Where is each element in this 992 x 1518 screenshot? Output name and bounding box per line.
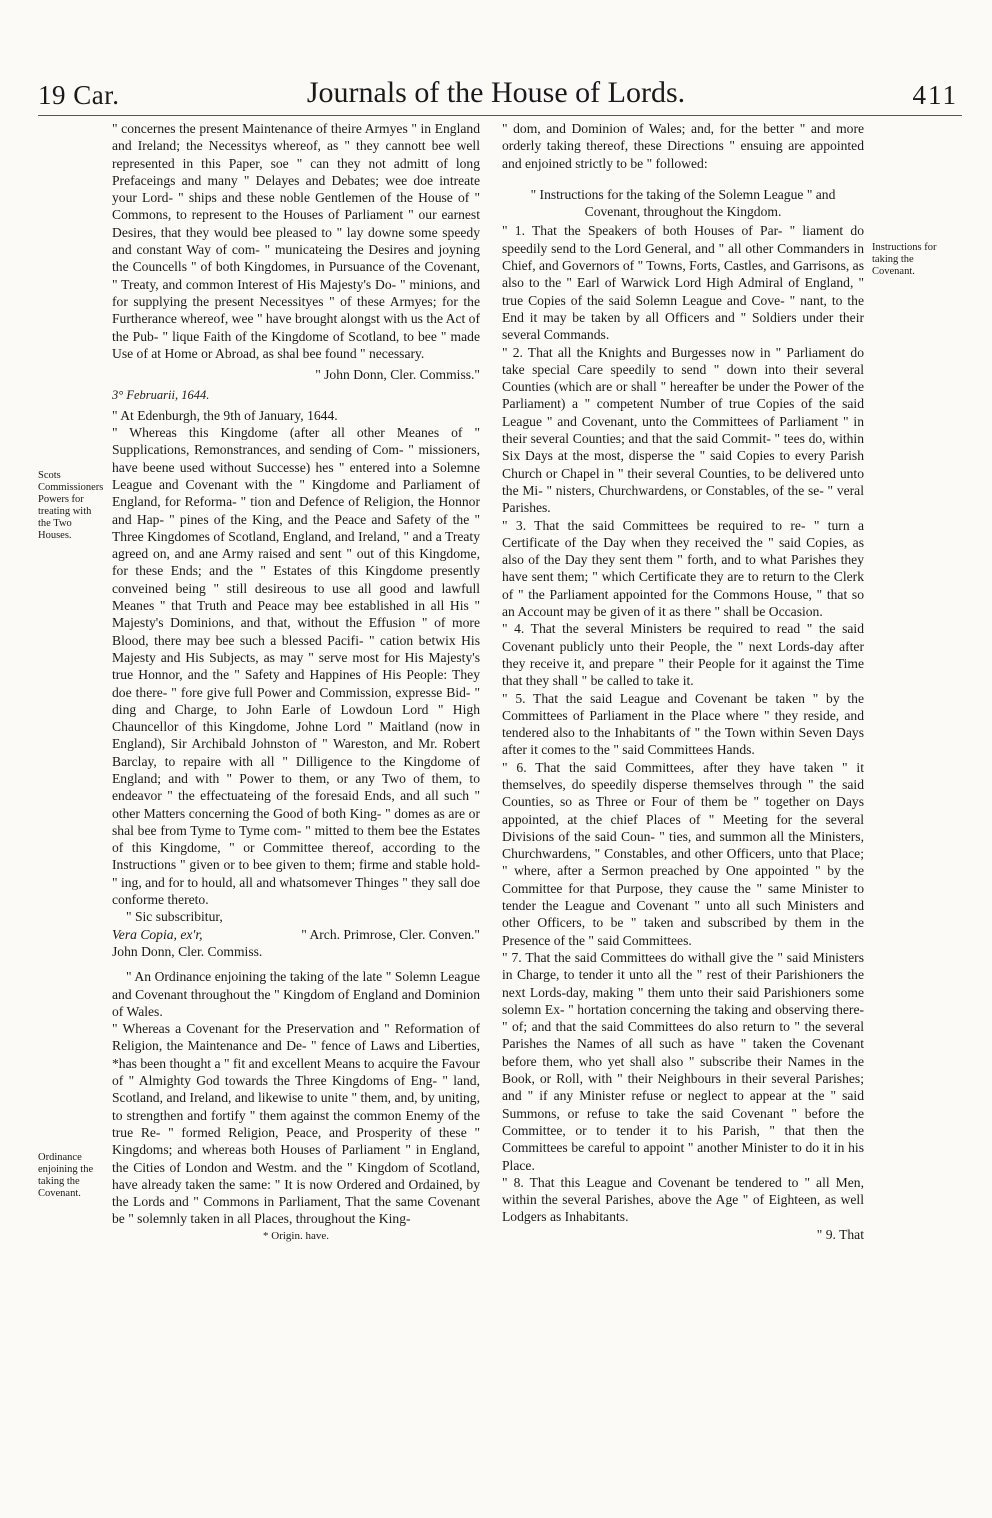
attestation-row [112, 926, 480, 943]
sic-subscribitur: " Sic subscribitur, [126, 909, 223, 925]
instruction-6: " 6. That the said Committees, after they have taken " it themselves, do speedily disperse themselves through " the said Counties, so as Three or Four of them be " together on Days appointed, at the chief Places of " Meeting for the several Divisions of the said Coun- " ties, and summon all the Ministers, Churchwardens, " Constables, and other Officers, unto that Place; " where, after a Sermon preached by One appointed " by the Committee for that Purpose, they cause the " same Minister to tender the League and Covenant " unto all such Ministers and other Officers, to be " taken and subscribed by them in the Presence of the " said Committees. [502, 759, 864, 948]
catchword: " 9. That [816, 1226, 864, 1242]
margin-note-ordinance: Ordinance enjoining the taking the Covenant. [38, 1152, 94, 1199]
page-number: 411 [912, 80, 958, 110]
instruction-4: " 4. That the several Ministers be required to read " the said Covenant publicly unto their People, the " next Lords-day after they receive it, and prepare " their People for it against the Time that they shall " be called to take it. [502, 621, 864, 689]
left-column [112, 120, 480, 1245]
signature: " John Donn, Cler. Commiss." [315, 367, 480, 383]
journal-title: Journals of the House of Lords. [306, 76, 686, 109]
margin-note-scots: Scots Commissioners Powers for treating with the Two Houses. [38, 470, 104, 541]
donn-signature: John Donn, Cler. Commiss. [112, 943, 263, 959]
ordinance-title: " An Ordinance enjoining the taking of the late " Solemn League and Covenant throughout the " Kingdom of England and Dominion of Wales. [112, 969, 480, 1019]
header-rule [38, 115, 962, 116]
instruction-3: " 3. That the said Committees be required to re- " turn a Certificate of the Day when they received the " said Copies, as also of the Day they sent them " forth, and to what Parishes they have sent them; " which Certificate they are to return to the Clerk of " the Parliament appointed for the Commons House, " that so an Account may be given of it as there " shall be Occasion. [502, 517, 864, 620]
date-line: 3° Februarii, 1644. [112, 388, 210, 403]
vera-copia: Vera Copia, ex'r, [112, 926, 203, 942]
instruction-1: " 1. That the Speakers of both Houses of Par- " liament do speedily send to the Lord General, and " all other Commanders in Chief, and Governors of " Towns, Forts, Castles, and Garrisons, as also to the " Earl of Warwick Lord High Admiral of England, " true Copies of the said Solemn League and Cove- " nant, to the End it may be taken by all Officers and " Soldiers under their several Commands. [502, 223, 864, 343]
instruction-8: " 8. That this League and Covenant be tendered to " all Men, within the several Parishes, above the Age " of Eighteen, as well Lodgers as Inhabitants. [502, 1174, 864, 1225]
instruction-5: " 5. That the said League and Covenant be taken " by the Committees of Parliament in the Place where " they reside, and tendered also to the Inhabitants of " the Town within Seven Days after it comes to the " said Committees Hands. [502, 690, 864, 758]
page-header [0, 58, 992, 108]
paragraph: " Whereas a Covenant for the Preservation and " Reformation of Religion, the Maintenance and De- " fence of Laws and Liberties, *has been thought a " fit and excellent Means to acquire the Favour of " Almighty God towards the Three Kingdoms of Eng- " land, Scotland, and Ireland, and likewise to unite " them, and, by uniting, to strengthen and fortify " them against the common Enemy of the true Re- " formed Religion, Peace, and Prosperity of these " Kingdoms; and whereas both Houses of Parliament " in England, the Cities of London and Westm. and the " Kingdom of Scotland, have already taken the same: " It is now Ordered and Ordained, by the Lords and " Commons in Parliament, That the same Covenant be " solemnly taken in all Places, throughout the King- [112, 1021, 480, 1227]
instructions-title: " Instructions for the taking of the Solemn League " and Covenant, throughout the Kingdom. [530, 186, 836, 220]
paragraph: " dom, and Dominion of Wales; and, for the better " and more orderly taking thereof, these Directions " ensuing are appointed and enjoined strictly to be " followed: [502, 121, 864, 171]
primrose-signature: " Arch. Primrose, Cler. Conven." [301, 926, 480, 942]
place-line: " At Edenburgh, the 9th of January, 1644. [112, 407, 338, 423]
footnote: * Origin. have. [263, 1229, 329, 1242]
instruction-7: " 7. That the said Committees do withall give the " said Ministers in Charge, to tender it unto all the " rest of their Parishioners the next Lords-day, making " them unto their said Parishioners some solemn Ex- " hortation concerning the taking and observing there- " of; and that the said Committees do also return to " the several Parishes the Names of all such as have " taken the Covenant before them, who yet shall also " subscribe their Names in the Book, or Roll, with " their Neighbours in their several Parishes; and " if any Minister refuse or neglect to appear at the " said Summons, or refuse to take the said Covenant " before the Committee, or to tender it to his Parish, " that then the Committees be careful to appoint " another Minister to do it in his Place. [502, 949, 864, 1173]
right-column [502, 120, 864, 1243]
regnal-year: 19 Car. [38, 80, 120, 110]
paragraph: " Whereas this Kingdome (after all other Meanes of " Supplications, Remonstrances, and sending of Com- " missioners, have beene used without Successe) hes " entered into a Solemne League and Covenant with the " Kingdome and Parliament of England, for Reforma- " tion and Defence of Religion, the Honnor and Hap- " pines of the King, and the Peace and Safety of the " Three Kingdomes of Scotland, England, and Ireland, " and a Treaty agreed on, and ane Army raised and sent " out of this Kingdome, for these Ends; and the " Estates of this Kingdome presently conveined being " still desireous to use all good and lawfull Meanes " that Truth and Peace may bee established in all His " Majesty's Dominions, and that, without the Effusion " of more Blood, there may bee such a blessed Pacifi- " cation betwix His Majesty and His Subjects, as may " serve most for His Majesty's true Honnor, and the " Safety and Happines of His People: They doe there- " fore give full Power and Commission, expresse Bid- " ding and Charge, to John Earle of Lowdoun Lord " High Chauncellor of this Kingdome, Johne Lord " Maitland (now in England), Sir Archibald Johnston of " Wareston, and Mr. Robert Barclay, to repaire with all " Dilligence to the Kingdome of England; and with " Power to them, or any Two of them, to endeavor " the effectuateing of the foresaid Ends, and all such " other Matters concerning the Good of both King- " domes as are or shal bee from Tyme to Tyme com- " mitted to them bee the Estates of this Kingdome, " or Committee thereof, according to the Instructions " given or to bee given to them; firme and stable hold- " ing, and for to hould, all and whatsomever Thinges " they sall doe conforme thereto. [112, 425, 480, 908]
paragraph: " concernes the present Maintenance of theire Armyes " in England and Ireland; the Necessitys whereof, as " they cannott bee well represented in this Paper, soe " can they not admitt of long Prefaceings and many " Delayes and Debates; wee doe intreate your Lord- " ships and these noble Gentlemen of the House of " Commons, to represent to the Houses of Parliament " our earnest Desires, that they would bee pleased to " lay downe some speedy and constant Way of com- " municateing the Desires and joyning the Councells " of both Kingdomes, in Pursuance of the Covenant, " Treaty, and common Interest of His Majesty's Do- " minions, and for supplying the present Necessityes " of these Armyes; for the Furtherance whereof, wee " have brought alongst with us the Act of the Pub- " lique Faith of the Kingdome of Scotland, to bee " made Use of at Home or Abroad, as shal bee found " necessary. [112, 121, 480, 361]
instruction-2: " 2. That all the Knights and Burgesses now in " Parliament do take special Care speedily to send " down into their several Counties (which are or shall " hereafter be under the Power of the Parliament) a " competent Number of true Copies of the said League " and Covenant, unto the Committees of Parliament " in their several Counties; and that the said Commit- " tees do, within Six Days at the most, disperse the " said Copies to every Parish Church or Chapel in " their several Counties, to be delivered unto the Mi- " nisters, Churchwardens, or Constables, of the se- " veral Parishes. [502, 344, 864, 516]
margin-note-instructions: Instructions for taking the Covenant. [872, 242, 937, 277]
